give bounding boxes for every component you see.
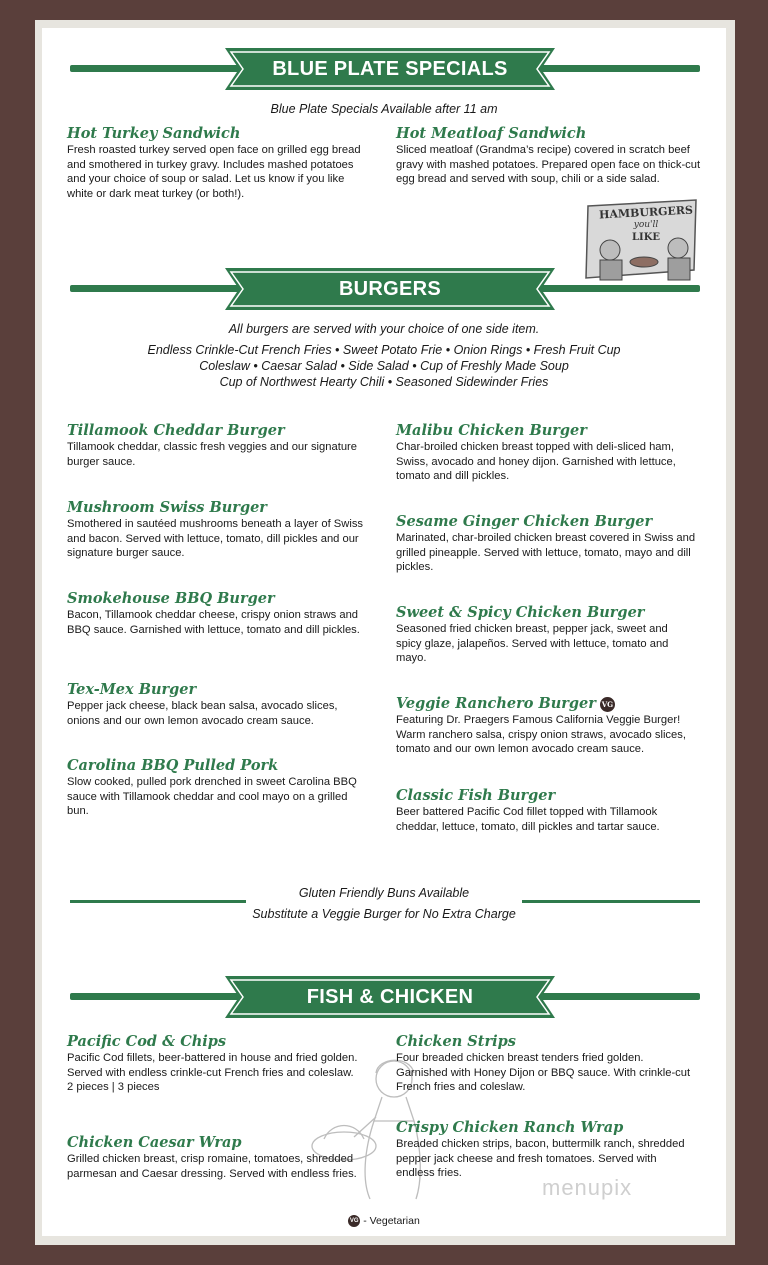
item-description: Char-broiled chicken breast topped with deli-sliced ham, Swiss, avocado and honey dijon. Garnished with lettuce, tomato and dill pickles. <box>396 441 676 482</box>
menu-item <box>67 757 367 819</box>
menu-item <box>67 681 367 728</box>
menu-item <box>67 499 367 561</box>
menu-item <box>67 590 367 637</box>
menu-item <box>396 787 696 834</box>
divider <box>522 900 700 903</box>
menu-item <box>67 422 367 469</box>
item-name: Carolina BBQ Pulled Pork <box>67 757 279 774</box>
item-description: Seasoned fried chicken breast, pepper jack, sweet and spicy glaze, jalapeños. Served with lettuce, tomato and mayo. <box>396 623 669 664</box>
menu-item <box>396 125 701 187</box>
item-description: Pacific Cod fillets, beer-battered in house and fried golden. Served with endless crinkle-cut French fries and coleslaw. <box>67 1052 358 1079</box>
item-name: Hot Turkey Sandwich <box>67 125 241 142</box>
item-description: Breaded chicken strips, bacon, buttermilk ranch, shredded pepper jack cheese and fresh tomatoes. Served with endless fries. <box>396 1138 685 1179</box>
item-name: Crispy Chicken Ranch Wrap <box>396 1119 624 1136</box>
banner-divider <box>530 65 700 72</box>
banner-divider <box>70 65 240 72</box>
item-description: Slow cooked, pulled pork drenched in sweet Carolina BBQ sauce with Tillamook cheddar and cool mayo on a grilled bun. <box>67 776 357 817</box>
gluten-note: Gluten Friendly Buns Available <box>298 886 470 900</box>
vegetarian-badge: VG <box>600 697 615 712</box>
item-description: Grilled chicken breast, crisp romaine, tomatoes, shredded parmesan and Caesar dressing. Served with endless fries. <box>67 1153 357 1180</box>
vegetarian-badge: VG <box>348 1215 360 1227</box>
menu-page <box>42 28 726 1236</box>
item-description: Fresh roasted turkey served open face on grilled egg bread and smothered in turkey gravy. Includes mashed potatoes and your choice of soup or salad. Let us know if you like white or dark meat turkey (or both!). <box>67 144 361 200</box>
item-name: Hot Meatloaf Sandwich <box>396 125 587 142</box>
item-name-text: Veggie Ranchero Burger <box>396 695 596 712</box>
item-description: Bacon, Tillamook cheddar cheese, crispy onion straws and BBQ sauce. Garnished with lettuce, tomato and dill pickles. <box>67 609 360 636</box>
menu-item <box>67 1134 367 1181</box>
item-name: Smokehouse BBQ Burger <box>67 590 275 607</box>
banner-divider <box>530 285 700 292</box>
item-name: Malibu Chicken Burger <box>396 422 587 439</box>
item-description: Sliced meatloaf (Grandma’s recipe) covered in scratch beef gravy with mashed potatoes. Prepared open face on thick-cut egg bread and served with soup, chili or a side salad. <box>396 144 701 185</box>
item-name: Chicken Caesar Wrap <box>67 1134 242 1151</box>
burgers-banner-row <box>70 268 700 312</box>
item-name: Tex-Mex Burger <box>67 681 197 698</box>
banner-divider <box>70 285 240 292</box>
item-name: Sweet & Spicy Chicken Burger <box>396 604 645 621</box>
sign-line-2: you'll <box>633 220 659 230</box>
item-name <box>396 695 706 712</box>
item-description: Four breaded chicken breast tenders fried golden. Garnished with Honey Dijon or BBQ sauce. With crinkle-cut French fries and coleslaw. <box>396 1052 691 1093</box>
item-description: Marinated, char-broiled chicken breast covered in Swiss and grilled pineapple. Served with lettuce, tomato, mayo and dill pickles. <box>396 532 696 573</box>
item-description: Beer battered Pacific Cod fillet topped with Tillamook cheddar, lettuce, tomato, dill pickles and tartar sauce. <box>396 806 660 833</box>
burgers-banner <box>225 268 555 310</box>
fish-chicken-banner-row <box>70 976 700 1020</box>
section-title: BURGERS <box>338 278 442 300</box>
item-description: Smothered in sautéed mushrooms beneath a layer of Swiss and bacon. Served with lettuce, tomato, dill pickles and our signature burger sauce. <box>67 518 364 559</box>
menu-item <box>396 695 706 757</box>
item-name: Chicken Strips <box>396 1033 516 1050</box>
sign-line-1: HAMBURGERS <box>598 203 694 222</box>
menu-item <box>396 1033 696 1095</box>
burgers-note: All burgers are served with your choice of one side item. <box>228 322 540 336</box>
section-title: FISH & CHICKEN <box>306 986 474 1008</box>
item-name: Tillamook Cheddar Burger <box>67 422 285 439</box>
legend-footer <box>42 1215 726 1227</box>
menu-item <box>396 513 696 575</box>
blue-plate-note: Blue Plate Specials Available after 11 am <box>270 102 498 116</box>
menu-item <box>396 604 696 666</box>
item-portions: 2 pieces | 3 pieces <box>67 1081 160 1093</box>
side-line: Cup of Northwest Hearty Chili • Seasoned Sidewinder Fries <box>219 375 549 389</box>
watermark: menupix <box>542 1175 633 1200</box>
side-line: Endless Crinkle-Cut French Fries • Sweet Potato Frie • Onion Rings • Fresh Fruit Cup <box>147 343 621 357</box>
menu-item <box>396 422 696 484</box>
sign-line-3: LIKE <box>631 232 661 243</box>
item-description: Pepper jack cheese, black bean salsa, avocado slices, onions and our own lemon avocado cream sauce. <box>67 700 338 727</box>
item-description: Tillamook cheddar, classic fresh veggies and our signature burger sauce. <box>67 441 357 468</box>
blue-plate-banner <box>225 48 555 90</box>
item-name: Pacific Cod & Chips <box>67 1033 227 1050</box>
legend-label: - Vegetarian <box>363 1215 420 1227</box>
divider <box>70 900 246 903</box>
item-name: Classic Fish Burger <box>396 787 556 804</box>
veggie-note: Substitute a Veggie Burger for No Extra Charge <box>252 907 516 921</box>
item-name: Mushroom Swiss Burger <box>67 499 267 516</box>
item-name: Sesame Ginger Chicken Burger <box>396 513 653 530</box>
banner-divider <box>530 993 700 1000</box>
fish-chicken-banner <box>225 976 555 1018</box>
menu-item <box>67 1033 367 1095</box>
menu-item <box>67 125 372 201</box>
side-options <box>42 342 726 390</box>
item-description: Featuring Dr. Praegers Famous California Veggie Burger! Warm ranchero salsa, crispy onion straws, avocado slices, tomato and our own lemon avocado cream sauce. <box>396 714 686 755</box>
section-title: BLUE PLATE SPECIALS <box>272 58 508 80</box>
blue-plate-banner-row <box>70 48 700 92</box>
side-line: Coleslaw • Caesar Salad • Side Salad • Cup of Freshly Made Soup <box>199 359 569 373</box>
banner-divider <box>70 993 240 1000</box>
menu-item <box>396 1119 696 1181</box>
